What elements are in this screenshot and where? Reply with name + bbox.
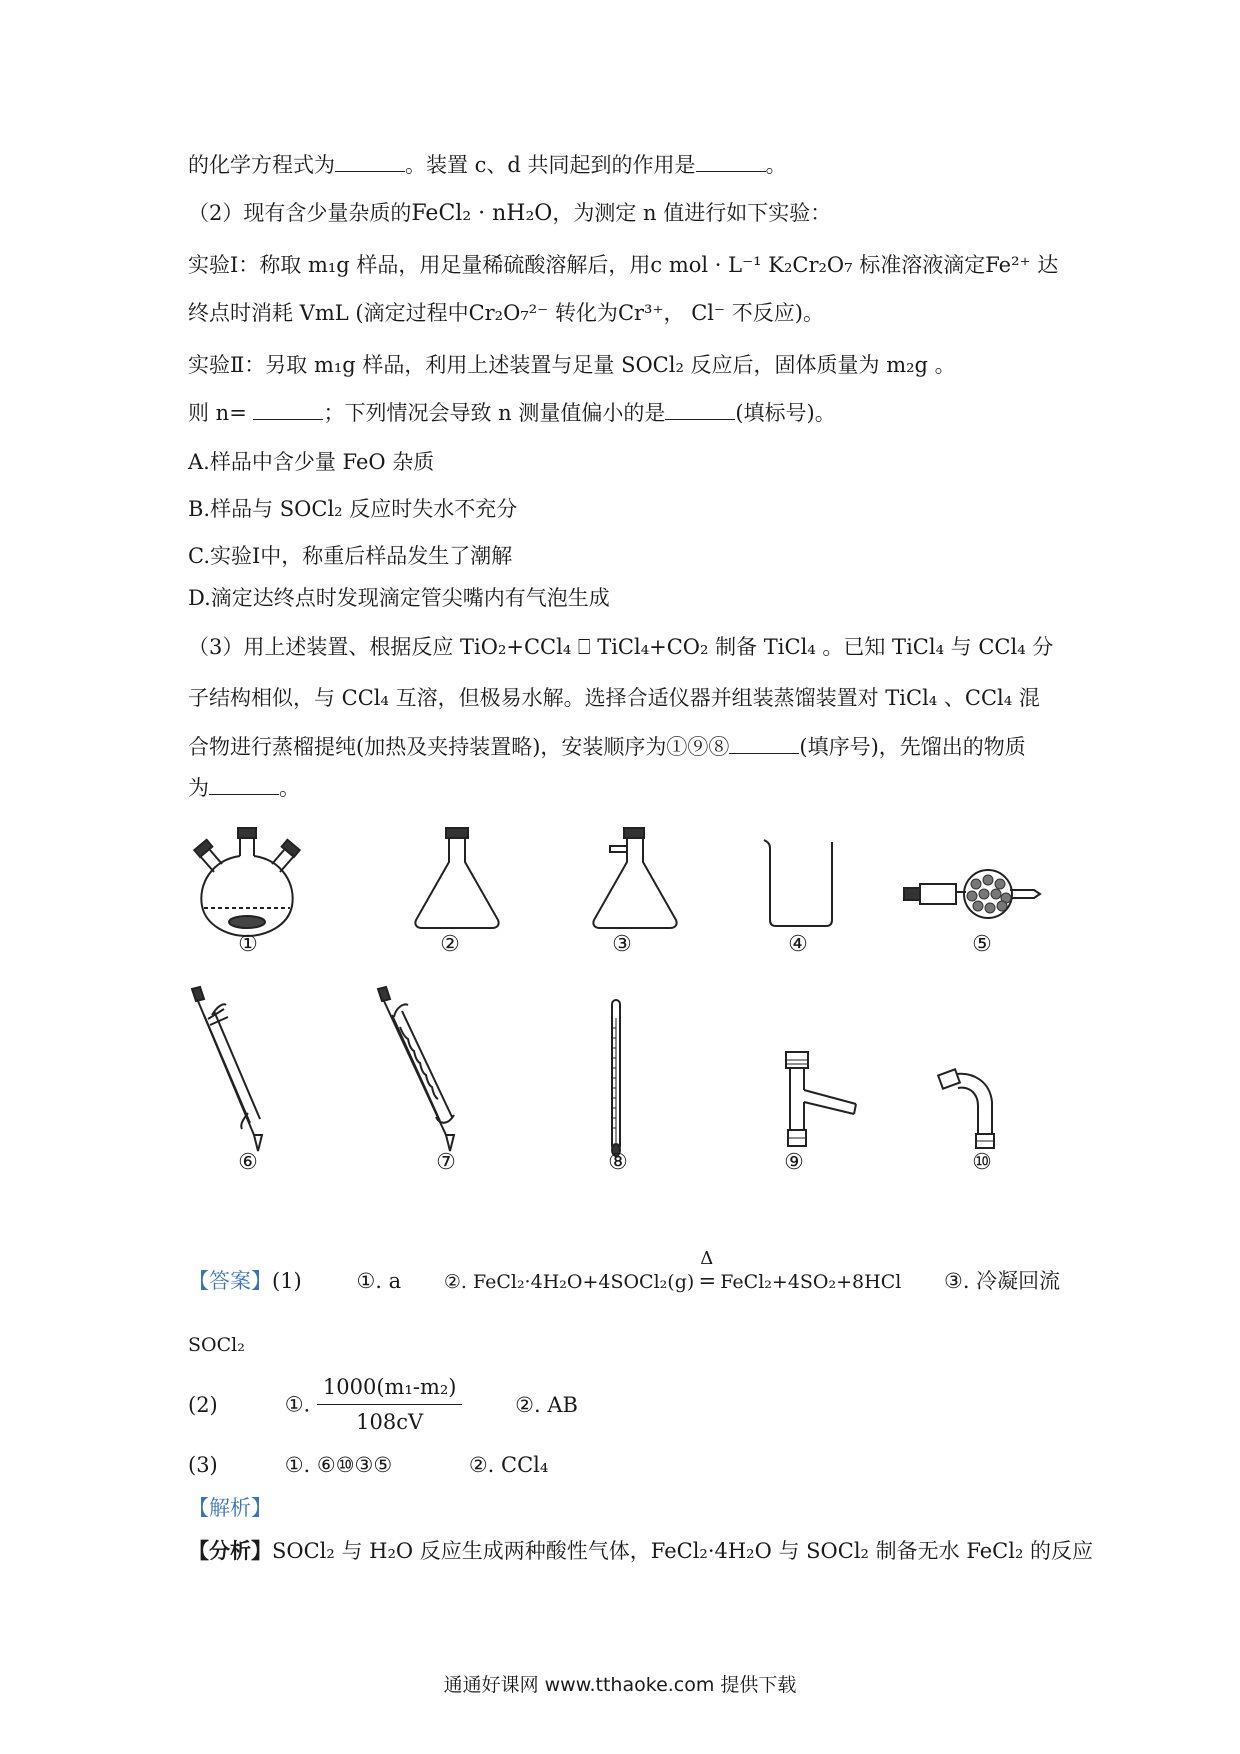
q2-intro [188, 198, 1068, 229]
thermometer-icon [606, 998, 626, 1158]
conical-flask-icon [412, 828, 502, 928]
analysis-tag-line [188, 1493, 1068, 1523]
answer-item: ②. CCl₄ [468, 1453, 549, 1477]
exp1-text: 标准溶液滴定 [859, 253, 986, 277]
apparatus-label: ⑥ [238, 1150, 258, 1175]
q2-ask-text: (填标号)。 [735, 401, 836, 425]
exp1-text: 转化为 [554, 301, 618, 325]
q2-ask-text: ；下列情况会导致 n 测量值偏小的是 [323, 401, 666, 425]
answer-blank [253, 401, 323, 420]
answer-line2 [188, 1372, 1068, 1432]
exp1-line1 [188, 250, 1068, 280]
answer-line1-cont: SOCl₂ [188, 1334, 245, 1356]
exp1-text: 达 [1037, 253, 1059, 277]
formula: FeCl₂ · nH₂O [411, 201, 553, 226]
answer-blank [335, 153, 405, 172]
q2-ask-text: 则 n= [188, 401, 247, 425]
option-a: A.样品中含少量 FeO 杂质 [188, 450, 435, 474]
footer: 通通好课网 www.tthaoke.com 提供下载 [443, 1674, 797, 1696]
fraction-denominator: 108cV [356, 1410, 424, 1434]
answer-item: ③. 冷凝回流 [944, 1269, 1061, 1293]
option-c: C.实验Ⅰ中，称重后样品发生了潮解 [188, 544, 513, 568]
formula: Cr³⁺ [617, 301, 664, 325]
answer-blank [665, 401, 735, 420]
apparatus-label: ⑧ [608, 1150, 628, 1175]
answer-item: ②. FeCl₂·4H₂O+4SOCl₂(g) [443, 1271, 695, 1293]
analysis-text: SOCl₂ 与 H₂O 反应生成两种酸性气体，FeCl₂·4H₂O 与 SOCl₂ 制备无水 FeCl₂ 的反应 [272, 1539, 1094, 1563]
answer-item: FeCl₂+4SO₂+8HCl [720, 1271, 902, 1293]
q3-line3 [188, 732, 1068, 762]
drying-tube-icon [904, 868, 1044, 922]
bulb-condenser-icon [370, 985, 470, 1155]
q1-pre: 的化学方程式为 [188, 153, 335, 177]
q1-mid: 。装置 c、d 共同起到的作用是 [405, 153, 696, 177]
q3-line1: （3）用上述装置、根据反应 TiO₂+CCl₄ ⎕ TiCl₄+CO₂ 制备 TiCl₄ 。已知 TiCl₄ 与 CCl₄ 分 [188, 635, 1054, 659]
heat-equals-sign: Δ = [694, 1266, 720, 1296]
q3-text: 合物进行蒸榴提纯(加热及夹持装置略)，安装顺序为①⑨⑧ [188, 735, 730, 759]
exp2-text: 实验Ⅱ：另取 m₁g 样品，利用上述装置与足量 SOCl₂ 反应后，固体质量为 m₂g 。 [188, 353, 956, 377]
exp1-text: ， [663, 301, 685, 325]
part-number: (1) [272, 1269, 302, 1293]
beaker-icon [762, 838, 838, 928]
apparatus-label: ⑨ [784, 1150, 804, 1175]
answer-item: ①. a [356, 1269, 402, 1293]
q3-text: 为 [188, 776, 209, 800]
q2-intro-text: ，为测定 n 值进行如下实验： [552, 201, 832, 225]
q3-line4 [188, 773, 1068, 803]
suction-flask-icon [586, 828, 682, 928]
answer-item: ①. ⑥⑩③⑤ [284, 1453, 393, 1477]
answer-blank [696, 153, 766, 172]
answer-line1 [188, 1248, 1068, 1297]
q2-intro-text: （2）现有含少量杂质的 [188, 201, 412, 225]
answer-tag: 【答案】 [188, 1269, 272, 1293]
adapter-icon [940, 1062, 1010, 1152]
apparatus-label: ① [238, 932, 258, 957]
exp1-text: 不反应)。 [731, 301, 824, 325]
q1-end: 。 [765, 153, 787, 177]
apparatus-label: ⑤ [972, 932, 992, 957]
option-b: B.样品与 SOCl₂ 反应时失水不充分 [188, 497, 518, 521]
q3-text: (填序号)，先馏出的物质 [799, 735, 1026, 759]
part-number: (3) [188, 1453, 218, 1477]
apparatus-label: ③ [612, 932, 632, 957]
analysis-subtag: 【分析】 [188, 1539, 272, 1563]
heat-symbol: Δ [700, 1248, 714, 1269]
analysis-tag: 【解析】 [188, 1496, 272, 1520]
exp1-line2 [188, 298, 1068, 328]
answer-item: ①. [284, 1392, 311, 1417]
answer-blank [729, 735, 799, 754]
answer-blank [209, 776, 279, 795]
answer-line3 [188, 1450, 1068, 1480]
q3-text: 。 [279, 776, 300, 800]
exp1-text: 实验Ⅰ：称取 m₁g 样品，用足量稀硫酸溶解后，用 [188, 253, 651, 277]
three-neck-flask-icon [192, 826, 302, 936]
fraction [317, 1372, 463, 1437]
formula: c mol · L⁻¹ K₂Cr₂O₇ [650, 253, 853, 277]
exp1-text: 终点时消耗 VmL (滴定过程中 [188, 301, 469, 325]
apparatus-label: ⑦ [436, 1150, 456, 1175]
formula: Fe²⁺ [985, 253, 1031, 277]
analysis-line [188, 1536, 1094, 1566]
apparatus-label: ⑩ [972, 1150, 992, 1175]
formula: Cl⁻ [691, 301, 726, 325]
q3-line2: 子结构相似，与 CCl₄ 互溶，但极易水解。选择合适仪器并组装蒸馏装置对 TiCl₄ 、CCl₄ 混 [188, 686, 1040, 710]
q1-line [188, 150, 1068, 180]
distillation-head-icon [776, 1050, 866, 1150]
formula: Cr₂O₇²⁻ [468, 301, 549, 325]
part-number: (2) [188, 1392, 218, 1417]
straight-condenser-icon [182, 985, 272, 1155]
fraction-numerator: 1000(m₁-m₂) [317, 1372, 463, 1405]
option-d: D.滴定达终点时发现滴定管尖嘴内有气泡生成 [188, 586, 610, 610]
apparatus-label: ④ [788, 932, 808, 957]
answer-item: ②. AB [515, 1392, 578, 1417]
exp2-line [188, 350, 1068, 380]
apparatus-label: ② [440, 932, 460, 957]
q2-ask [188, 398, 1068, 428]
